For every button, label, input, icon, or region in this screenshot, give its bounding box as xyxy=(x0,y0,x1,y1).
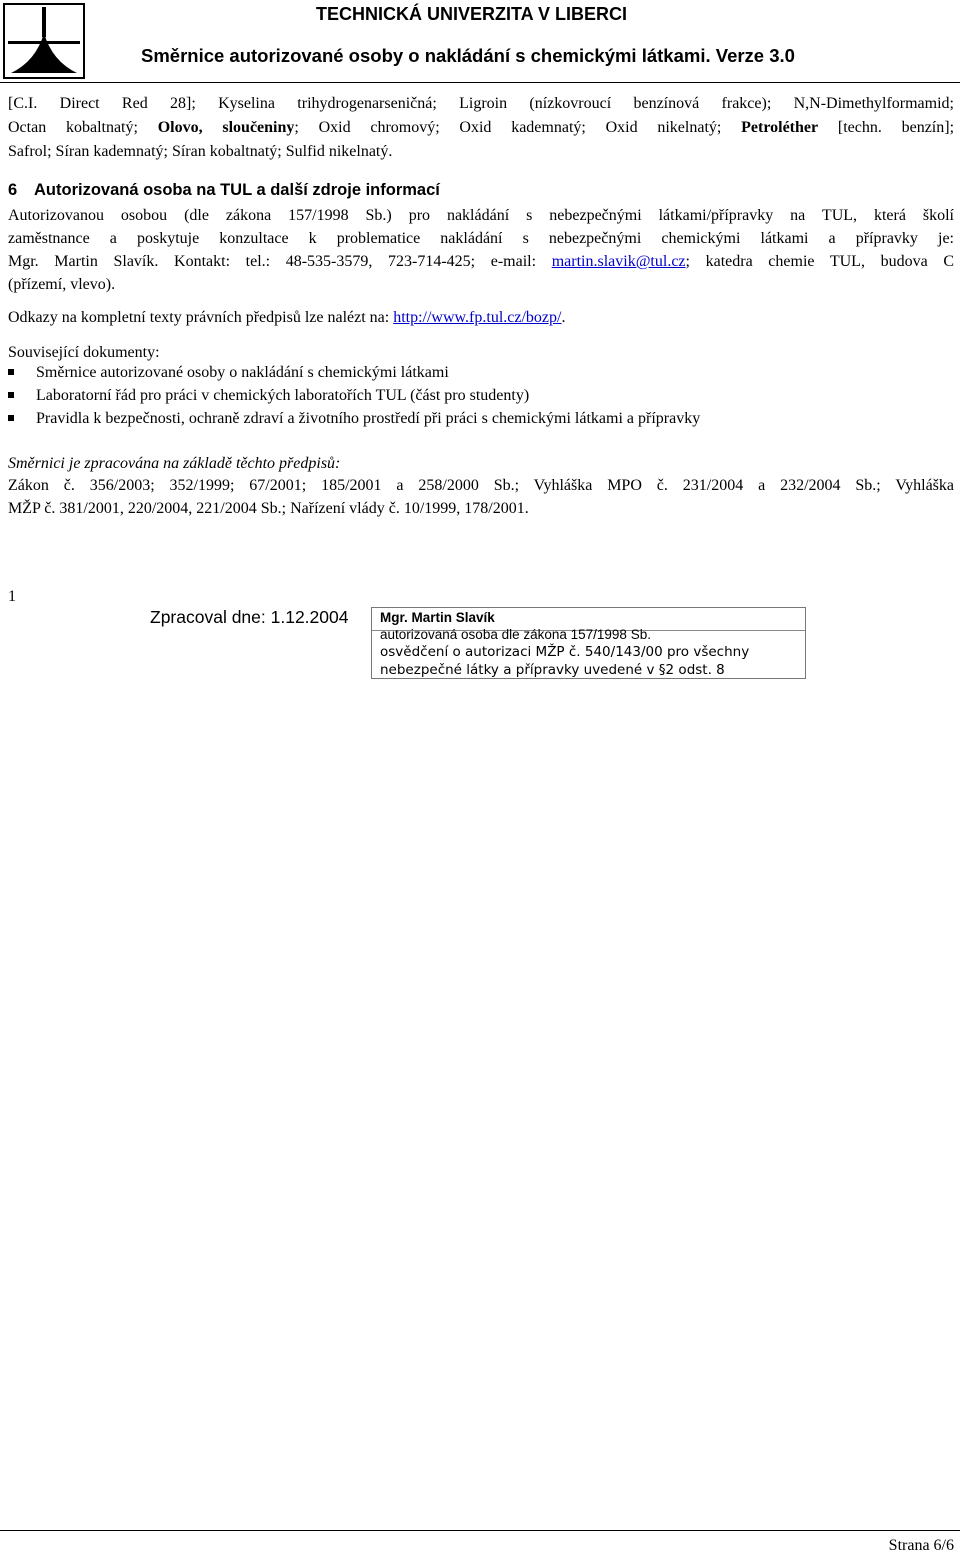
authorized-person-line-2: zaměstnance a poskytuje konzultace k problematice nakládání s nebezpečnými chemickými látkami a přípravky je: xyxy=(8,230,954,247)
signatory-certificate: osvědčení o autorizaci MŽP č. 540/143/00 pro všechny xyxy=(380,644,750,660)
bullet-icon xyxy=(8,415,14,421)
section-title: Autorizovaná osoba na TUL a další zdroje informací xyxy=(34,181,440,199)
list-item-text: Laboratorní řád pro práci v chemických laboratořích TUL (část pro studenty) xyxy=(36,387,530,404)
intro-text: ; Oxid chromový; Oxid kademnatý; Oxid nikelnatý; xyxy=(294,119,742,136)
signatory-name: Mgr. Martin Slavík xyxy=(380,610,495,625)
list-item-text: Pravidla k bezpečnosti, ochraně zdraví a životního prostředí při práci s chemickými látkami a přípravky xyxy=(36,410,701,427)
legal-basis-heading: Směrnici je zpracována na základě těchto předpisů: xyxy=(8,455,341,472)
intro-text: Octan kobaltnatý; xyxy=(8,119,158,136)
contact-text: Mgr. Martin Slavík. Kontakt: tel.: 48-535-3579, 723-714-425; e-mail: xyxy=(8,253,552,270)
section-6-heading xyxy=(8,181,440,200)
section-number: 6 xyxy=(8,181,18,199)
list-item xyxy=(8,407,700,430)
legal-links-text: Odkazy na kompletní texty právních předpisů lze nalézt na: xyxy=(8,309,394,326)
signatory-scope: nebezpečné látky a přípravky uvedené v §2 odst. 8 xyxy=(380,662,725,678)
list-item xyxy=(8,361,449,384)
authorized-person-line-3 xyxy=(8,250,954,273)
signature-box xyxy=(371,607,806,679)
intro-text: [techn. benzín]; xyxy=(818,119,955,136)
list-item xyxy=(8,384,529,407)
contact-location: ; katedra chemie TUL, budova C xyxy=(685,253,954,270)
legal-links-paragraph xyxy=(8,306,565,329)
intro-bold-petrolether: Petroléther xyxy=(741,119,819,136)
intro-line-1: [C.I. Direct Red 28]; Kyselina trihydrogenarseničná; Ligroin (nízkovroucí benzínová frakce); N,N-Dimethylformamid; xyxy=(8,95,954,112)
intro-line-2 xyxy=(8,116,954,139)
tul-logo-icon xyxy=(3,3,85,79)
bullet-icon xyxy=(8,369,14,375)
legal-basis-line-1: Zákon č. 356/2003; 352/1999; 67/2001; 185/2001 a 258/2000 Sb.; Vyhláška MPO č. 231/2004 a 232/2004 Sb.; Vyhláška xyxy=(8,477,954,494)
email-link[interactable]: martin.slavik@tul.cz xyxy=(551,253,686,270)
legal-basis-line-2: MŽP č. 381/2001, 220/2004, 221/2004 Sb.; Nařízení vlády č. 10/1999, 178/2001. xyxy=(8,500,529,517)
legal-links-end: . xyxy=(561,309,566,326)
header-divider xyxy=(0,82,960,83)
bozp-url-link[interactable]: http://www.fp.tul.cz/bozp/ xyxy=(393,309,562,326)
page-number: Strana 6/6 xyxy=(888,1537,954,1554)
intro-line-3: Safrol; Síran kademnatý; Síran kobaltnatý; Sulfid nikelnatý. xyxy=(8,143,393,160)
prepared-date: Zpracoval dne: 1.12.2004 xyxy=(150,607,349,627)
document-title: Směrnice autorizované osoby o nakládání s chemickými látkami. Verze 3.0 xyxy=(141,45,795,66)
page-header xyxy=(0,0,960,86)
intro-bold-olovo: Olovo, sloučeniny xyxy=(157,119,295,136)
footnote-mark: 1 xyxy=(8,588,16,605)
university-name: TECHNICKÁ UNIVERZITA V LIBERCI xyxy=(316,4,628,24)
signatory-role: autorizovaná osoba dle zákona 157/1998 Sb. xyxy=(380,627,651,642)
footer-divider xyxy=(0,1530,960,1531)
bullet-icon xyxy=(8,392,14,398)
authorized-person-line-4: (přízemí, vlevo). xyxy=(8,276,116,293)
authorized-person-line-1: Autorizovanou osobou (dle zákona 157/1998 Sb.) pro nakládání s nebezpečnými látkami/přípravky na TUL, která školí xyxy=(8,207,954,224)
list-item-text: Směrnice autorizované osoby o nakládání s chemickými látkami xyxy=(36,364,449,381)
related-documents-heading: Související dokumenty: xyxy=(8,344,160,361)
